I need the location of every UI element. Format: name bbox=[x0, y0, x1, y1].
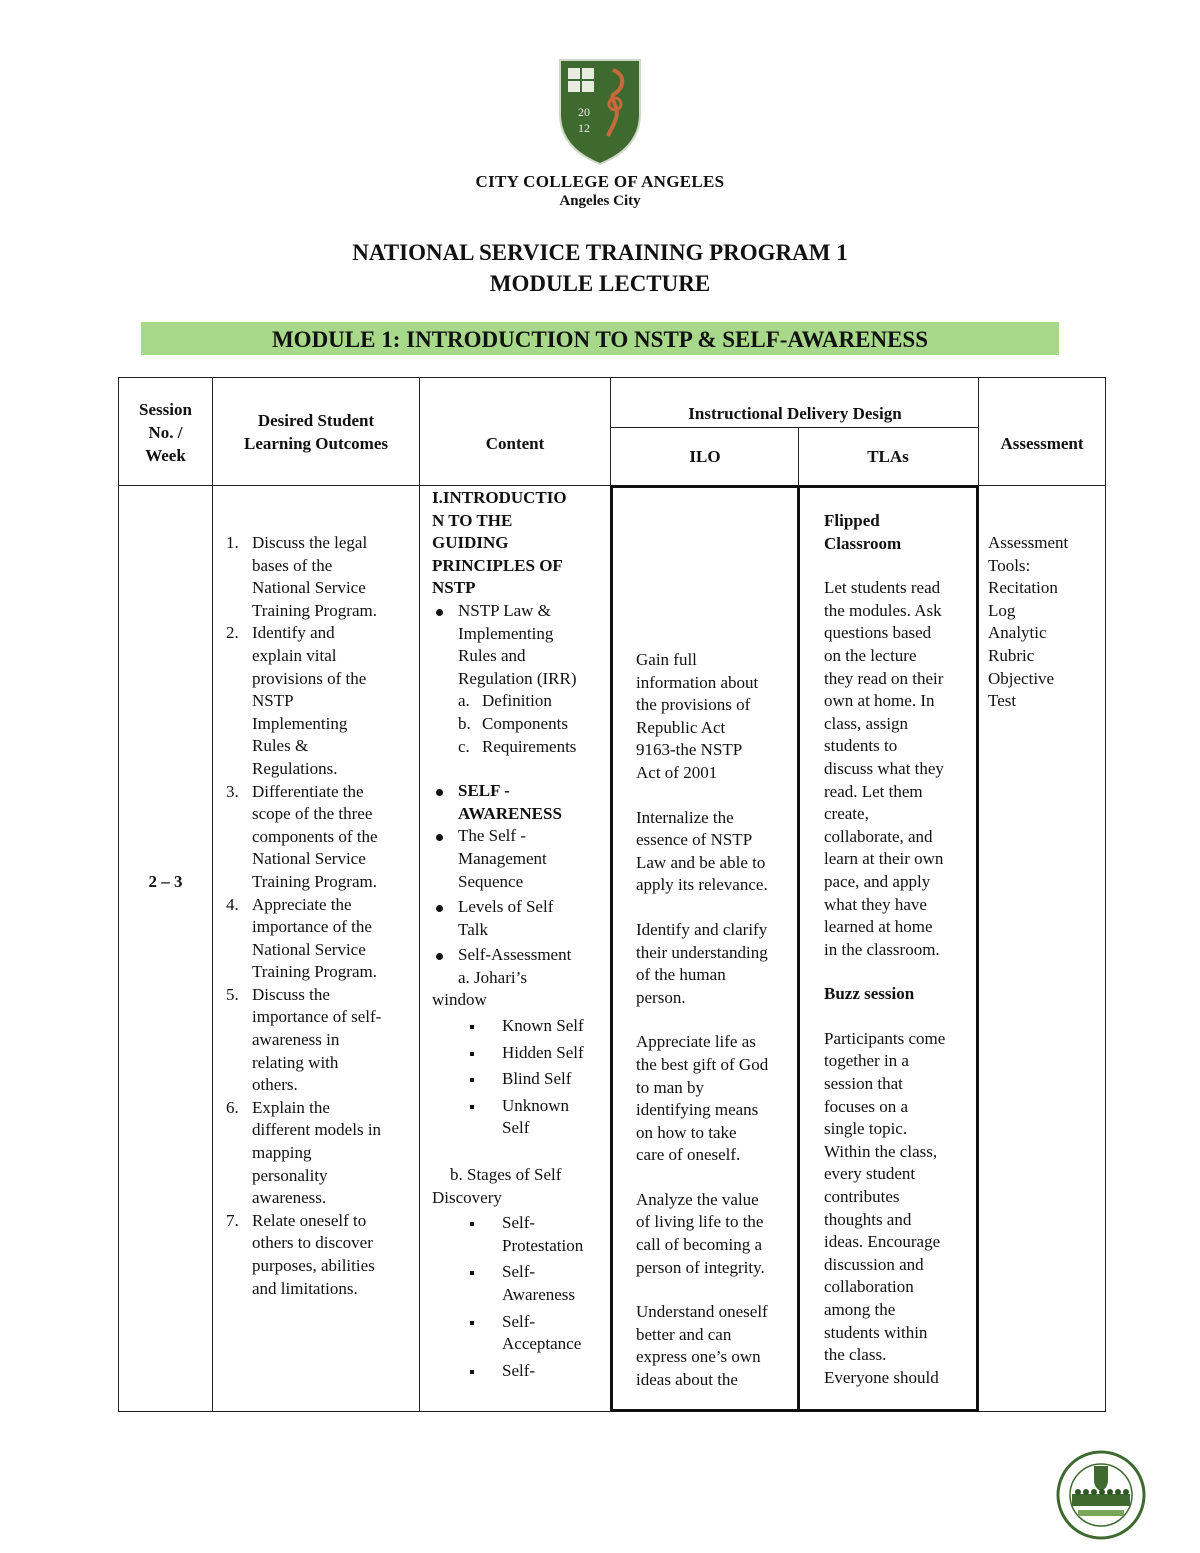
self-awareness-heading bbox=[458, 780, 608, 825]
content-line: Acceptance bbox=[502, 1334, 582, 1354]
outcome-number: 1. bbox=[226, 533, 239, 552]
ilo-line: Analyze the value bbox=[636, 1189, 759, 1209]
tla-line: they read on their bbox=[824, 668, 944, 688]
stages-items bbox=[432, 1212, 608, 1382]
tla-line: class, assign bbox=[824, 713, 909, 733]
outcome-line: explain vital bbox=[252, 645, 337, 665]
outcome-number: 5. bbox=[226, 984, 239, 1004]
tla-line: the modules. Ask bbox=[824, 600, 942, 620]
header-session bbox=[118, 398, 213, 467]
document-title: NATIONAL SERVICE TRAINING PROGRAM 1 bbox=[352, 240, 848, 265]
outcome-line: National Service bbox=[252, 578, 366, 598]
college-crest-logo bbox=[558, 56, 642, 166]
tla-line: among the bbox=[824, 1300, 896, 1319]
ilo-line: their understanding bbox=[636, 942, 768, 962]
content-line: The Self - bbox=[458, 826, 526, 846]
tla-line: learn at their own bbox=[824, 849, 944, 869]
ilo-line: Act of 2001 bbox=[636, 762, 718, 782]
ilo-column bbox=[636, 649, 796, 1392]
tla-line: discussion and bbox=[824, 1254, 924, 1274]
outcome-line: awareness. bbox=[252, 1188, 327, 1208]
johari-item bbox=[432, 1095, 608, 1140]
ilo-line: apply its relevance. bbox=[636, 875, 768, 895]
outcome-line: others to discover bbox=[252, 1233, 373, 1253]
ilo-line: Understand oneself bbox=[636, 1302, 768, 1322]
ilo-line: the provisions of bbox=[636, 695, 751, 715]
square-bullet-icon bbox=[470, 1222, 474, 1226]
content-heading-line: PRINCIPLES OF bbox=[432, 555, 563, 575]
irr-letter: c. bbox=[458, 736, 470, 756]
ilo-line: Internalize the bbox=[636, 807, 734, 827]
outcome-line: Relate oneself to bbox=[252, 1210, 367, 1230]
tla-line: thoughts and bbox=[824, 1209, 912, 1229]
square-bullet-icon bbox=[470, 1321, 474, 1325]
college-city: Angeles City bbox=[559, 193, 641, 209]
table-divider bbox=[212, 377, 213, 1412]
ilo-line: Gain full bbox=[636, 650, 697, 669]
outcome-item bbox=[214, 984, 414, 1097]
module-banner-label: MODULE 1: INTRODUCTION TO NSTP & SELF-AWARENESS bbox=[271, 327, 929, 352]
header-delivery-design: Instructional Delivery Design bbox=[688, 404, 902, 423]
square-bullet-icon bbox=[470, 1105, 474, 1109]
ilo-line: on how to take bbox=[636, 1122, 737, 1142]
table-divider bbox=[419, 377, 420, 1412]
ilo-line: the best gift of God bbox=[636, 1054, 769, 1074]
stage-item bbox=[432, 1261, 608, 1306]
table-divider bbox=[611, 427, 978, 428]
irr-item bbox=[432, 736, 608, 759]
tla-line: focuses on a bbox=[824, 1096, 909, 1116]
content-line: Discovery bbox=[432, 1187, 502, 1207]
ilo-item bbox=[636, 1301, 796, 1391]
outcome-line: bases of the bbox=[252, 555, 333, 575]
tla-line: collaboration bbox=[824, 1277, 914, 1297]
content-heading-line: GUIDING bbox=[432, 533, 509, 553]
header-content: Content bbox=[485, 434, 545, 453]
irr-letter: a. bbox=[458, 691, 470, 711]
assessment-line: Test bbox=[988, 691, 1017, 711]
bullet-icon bbox=[436, 905, 443, 912]
content-heading-line: NSTP bbox=[432, 578, 476, 598]
assessment-line: Tools: bbox=[988, 555, 1031, 575]
module-banner bbox=[141, 322, 1059, 355]
ilo-line: express one’s own bbox=[636, 1347, 761, 1367]
ilo-line: Republic Act bbox=[636, 717, 726, 737]
content-bullet-nstp-law bbox=[432, 600, 608, 690]
community-extension-seal bbox=[1056, 1450, 1146, 1540]
outcome-line: Training Program. bbox=[252, 600, 377, 620]
tla-title-line: Classroom bbox=[824, 533, 902, 553]
outcome-line: provisions of the bbox=[252, 668, 367, 688]
assessment-column bbox=[988, 532, 1104, 713]
outcome-line: different models in bbox=[252, 1120, 382, 1140]
header-line: No. / bbox=[148, 423, 183, 442]
content-bullet-self-assessment bbox=[432, 944, 608, 967]
outcome-line: relating with bbox=[252, 1052, 339, 1072]
ilo-line: to man by bbox=[636, 1077, 704, 1097]
bullet-icon bbox=[436, 789, 443, 796]
irr-text: Components bbox=[482, 713, 568, 733]
tla-line: contributes bbox=[824, 1187, 900, 1207]
table-border-left bbox=[118, 377, 119, 1412]
content-line: Blind Self bbox=[502, 1069, 572, 1089]
tla-line: in the classroom. bbox=[824, 939, 940, 959]
content-bullet-levels bbox=[432, 896, 608, 941]
content-line: Talk bbox=[458, 919, 488, 939]
ilo-line: care of oneself. bbox=[636, 1145, 741, 1165]
stage-item bbox=[432, 1212, 608, 1257]
outcome-line: awareness in bbox=[252, 1030, 340, 1050]
table-divider bbox=[976, 485, 979, 1412]
table-border-top bbox=[118, 377, 1106, 378]
tla-line: create, bbox=[824, 804, 869, 824]
header-line: Session bbox=[139, 400, 192, 419]
outcome-line: importance of the bbox=[252, 917, 372, 937]
irr-text: Definition bbox=[482, 691, 552, 711]
outcome-line: personality bbox=[252, 1165, 328, 1185]
tla-line: session that bbox=[824, 1074, 903, 1094]
outcome-item bbox=[214, 1210, 414, 1300]
content-column bbox=[432, 487, 608, 1386]
content-line: Sequence bbox=[458, 871, 524, 891]
content-line: Awareness bbox=[502, 1285, 576, 1304]
square-bullet-icon bbox=[470, 1078, 474, 1082]
outcome-line: Training Program. bbox=[252, 962, 377, 982]
outcome-number: 2. bbox=[226, 623, 239, 643]
tla-line: the class. bbox=[824, 1345, 887, 1365]
outcome-line: Training Program. bbox=[252, 871, 377, 891]
johari-items bbox=[432, 1015, 608, 1140]
content-line: SELF - bbox=[458, 781, 510, 801]
table-divider bbox=[978, 377, 979, 485]
outcome-line: Discuss the legal bbox=[252, 533, 368, 552]
tla-line: Everyone should bbox=[824, 1367, 939, 1387]
ilo-item bbox=[636, 649, 796, 785]
square-bullet-icon bbox=[470, 1370, 474, 1374]
outcome-number: 3. bbox=[226, 781, 239, 801]
content-bullet-self-management bbox=[432, 825, 608, 893]
tla-line: own at home. In bbox=[824, 691, 935, 711]
ilo-line: essence of NSTP bbox=[636, 830, 753, 850]
tla-line: what they have bbox=[824, 894, 927, 914]
ilo-line: Identify and clarify bbox=[636, 919, 768, 939]
tla-line: together in a bbox=[824, 1051, 909, 1071]
self-assessment-text: Self-Assessment bbox=[458, 945, 572, 965]
content-line: Self- bbox=[502, 1311, 536, 1331]
assessment-line: Assessment bbox=[988, 533, 1069, 552]
ilo-line: of living life to the bbox=[636, 1212, 764, 1232]
outcome-number: 4. bbox=[226, 894, 239, 914]
johari-item bbox=[432, 1015, 608, 1038]
table-divider bbox=[610, 485, 613, 1412]
content-line: Levels of Self bbox=[458, 897, 554, 917]
ilo-line: of the human bbox=[636, 965, 726, 985]
content-line: b. Stages of Self bbox=[450, 1165, 562, 1185]
content-line: Self- bbox=[502, 1360, 536, 1380]
college-name: CITY COLLEGE OF ANGELES bbox=[475, 172, 725, 191]
johari-item bbox=[432, 1068, 608, 1091]
outcome-item bbox=[214, 781, 414, 894]
ilo-line: person. bbox=[636, 987, 686, 1007]
content-line: Unknown bbox=[502, 1095, 570, 1115]
assessment-line: Analytic bbox=[988, 623, 1047, 643]
document-subtitle: MODULE LECTURE bbox=[489, 271, 711, 296]
tla-line: collaborate, and bbox=[824, 826, 933, 846]
outcome-line: Implementing bbox=[252, 713, 348, 733]
stage-item bbox=[432, 1360, 608, 1383]
outcome-line: National Service bbox=[252, 939, 366, 959]
assessment-line: Rubric bbox=[988, 645, 1035, 665]
square-bullet-icon bbox=[470, 1025, 474, 1029]
table-divider bbox=[611, 1409, 979, 1412]
content-bullet-self-awareness bbox=[432, 780, 608, 825]
content-line: Rules and bbox=[458, 646, 526, 666]
irr-item bbox=[432, 690, 608, 713]
content-line: Self- bbox=[502, 1262, 536, 1282]
outcome-number: 7. bbox=[226, 1210, 239, 1230]
irr-letter: b. bbox=[458, 713, 471, 733]
square-bullet-icon bbox=[470, 1052, 474, 1056]
tla-line: questions based bbox=[824, 623, 932, 643]
content-line: Hidden Self bbox=[502, 1042, 584, 1062]
flipped-classroom-body bbox=[824, 577, 976, 961]
outcome-line: Regulations. bbox=[252, 758, 338, 778]
assessment-line: Log bbox=[988, 600, 1016, 620]
assessment-line: Objective bbox=[988, 668, 1055, 688]
content-heading-line: N TO THE bbox=[432, 510, 513, 530]
tla-line: ideas. Encourage bbox=[824, 1232, 941, 1252]
outcome-number: 6. bbox=[226, 1097, 239, 1117]
johari-item bbox=[432, 1042, 608, 1065]
svg-text:20: 20 bbox=[578, 105, 590, 119]
header-tlas: TLAs bbox=[867, 447, 909, 466]
assessment-line: Recitation bbox=[988, 578, 1058, 598]
ilo-line: Law and be able to bbox=[636, 852, 766, 872]
content-line: Management bbox=[458, 848, 547, 868]
outcome-line: Explain the bbox=[252, 1097, 330, 1117]
ilo-line: 9163-the NSTP bbox=[636, 740, 743, 760]
self-management-text bbox=[458, 825, 608, 893]
ilo-line: identifying means bbox=[636, 1100, 759, 1120]
header-assessment: Assessment bbox=[1000, 434, 1084, 453]
tla-line: every student bbox=[824, 1164, 916, 1184]
irr-items bbox=[432, 690, 608, 758]
outcome-line: scope of the three bbox=[252, 804, 373, 824]
bullet-icon bbox=[436, 953, 443, 960]
table-divider bbox=[611, 485, 979, 488]
table-divider bbox=[797, 485, 800, 1412]
table-border-right bbox=[1105, 377, 1106, 1412]
outcome-line: Appreciate the bbox=[252, 894, 352, 914]
outcome-line: Rules & bbox=[252, 736, 309, 756]
header-line: Week bbox=[145, 446, 186, 465]
content-line: Implementing bbox=[458, 623, 554, 643]
outcome-line: others. bbox=[252, 1075, 298, 1095]
stage-item bbox=[432, 1311, 608, 1356]
outcome-item bbox=[214, 894, 414, 984]
outcome-line: and limitations. bbox=[252, 1278, 358, 1298]
content-line: Protestation bbox=[502, 1235, 584, 1255]
content-line: Regulation (IRR) bbox=[458, 668, 577, 688]
stages-heading bbox=[432, 1164, 608, 1209]
ilo-item bbox=[636, 807, 796, 897]
johari-heading bbox=[432, 967, 608, 1012]
content-line: Self bbox=[502, 1118, 530, 1138]
tlas-column bbox=[824, 510, 976, 1389]
bullet-icon bbox=[436, 609, 443, 616]
tla-title-line: Flipped bbox=[824, 511, 880, 530]
header-ilo: ILO bbox=[689, 447, 721, 466]
tla-line: discuss what they bbox=[824, 758, 944, 778]
outcome-item bbox=[214, 622, 414, 780]
tla-line: learned at home bbox=[824, 917, 933, 937]
tla-line: Let students read bbox=[824, 578, 941, 598]
square-bullet-icon bbox=[470, 1271, 474, 1275]
tla-line: Within the class, bbox=[824, 1141, 938, 1161]
ilo-line: Appreciate life as bbox=[636, 1032, 756, 1052]
bullet-icon bbox=[436, 834, 443, 841]
content-line: AWARENESS bbox=[458, 803, 562, 823]
flipped-classroom-title bbox=[824, 510, 976, 555]
outcome-line: NSTP bbox=[252, 691, 294, 711]
content-line: window bbox=[432, 990, 487, 1010]
header-outcomes bbox=[212, 409, 420, 455]
tla-line: students to bbox=[824, 736, 898, 756]
nstp-law-text bbox=[458, 600, 608, 690]
header-line: Desired Student bbox=[257, 411, 375, 430]
outcome-line: Discuss the bbox=[252, 984, 330, 1004]
outcome-item bbox=[214, 1097, 414, 1210]
ilo-item bbox=[636, 919, 796, 1009]
levels-text bbox=[458, 896, 608, 941]
ilo-item bbox=[636, 1189, 796, 1279]
outcome-line: Differentiate the bbox=[252, 781, 364, 801]
outcome-line: components of the bbox=[252, 826, 378, 846]
ilo-line: call of becoming a bbox=[636, 1235, 763, 1255]
ilo-line: better and can bbox=[636, 1324, 732, 1344]
ilo-line: ideas about the bbox=[636, 1370, 738, 1390]
header-line: Learning Outcomes bbox=[243, 434, 389, 453]
outcome-line: National Service bbox=[252, 849, 366, 869]
irr-text: Requirements bbox=[482, 736, 577, 756]
tla-line: pace, and apply bbox=[824, 871, 931, 891]
svg-text:12: 12 bbox=[578, 121, 590, 135]
tla-line: Participants come bbox=[824, 1028, 946, 1048]
content-line: Known Self bbox=[502, 1016, 584, 1036]
ilo-line: information about bbox=[636, 672, 759, 692]
tla-line: students within bbox=[824, 1322, 928, 1342]
outcome-line: Identify and bbox=[252, 623, 335, 643]
outcome-item bbox=[214, 532, 414, 622]
table-divider bbox=[610, 377, 611, 485]
ilo-item bbox=[636, 1031, 796, 1167]
content-heading-line: I.INTRODUCTIO bbox=[432, 488, 567, 507]
outcome-line: mapping bbox=[252, 1143, 312, 1163]
content-line: a. Johari’s bbox=[458, 967, 527, 987]
tla-line: single topic. bbox=[824, 1119, 908, 1139]
outcomes-list bbox=[214, 532, 414, 1300]
outcome-line: purposes, abilities bbox=[252, 1256, 375, 1275]
irr-item bbox=[432, 713, 608, 736]
content-heading bbox=[432, 487, 608, 600]
tla-line: read. Let them bbox=[824, 781, 923, 801]
outcome-line: importance of self- bbox=[252, 1007, 382, 1027]
buzz-session-body bbox=[824, 1028, 976, 1390]
tla-line: on the lecture bbox=[824, 645, 917, 665]
buzz-session-title: Buzz session bbox=[824, 984, 915, 1004]
content-line: Self- bbox=[502, 1213, 536, 1233]
ilo-line: person of integrity. bbox=[636, 1257, 765, 1277]
session-week-value: 2 – 3 bbox=[148, 872, 183, 891]
content-line: NSTP Law & bbox=[458, 600, 551, 620]
